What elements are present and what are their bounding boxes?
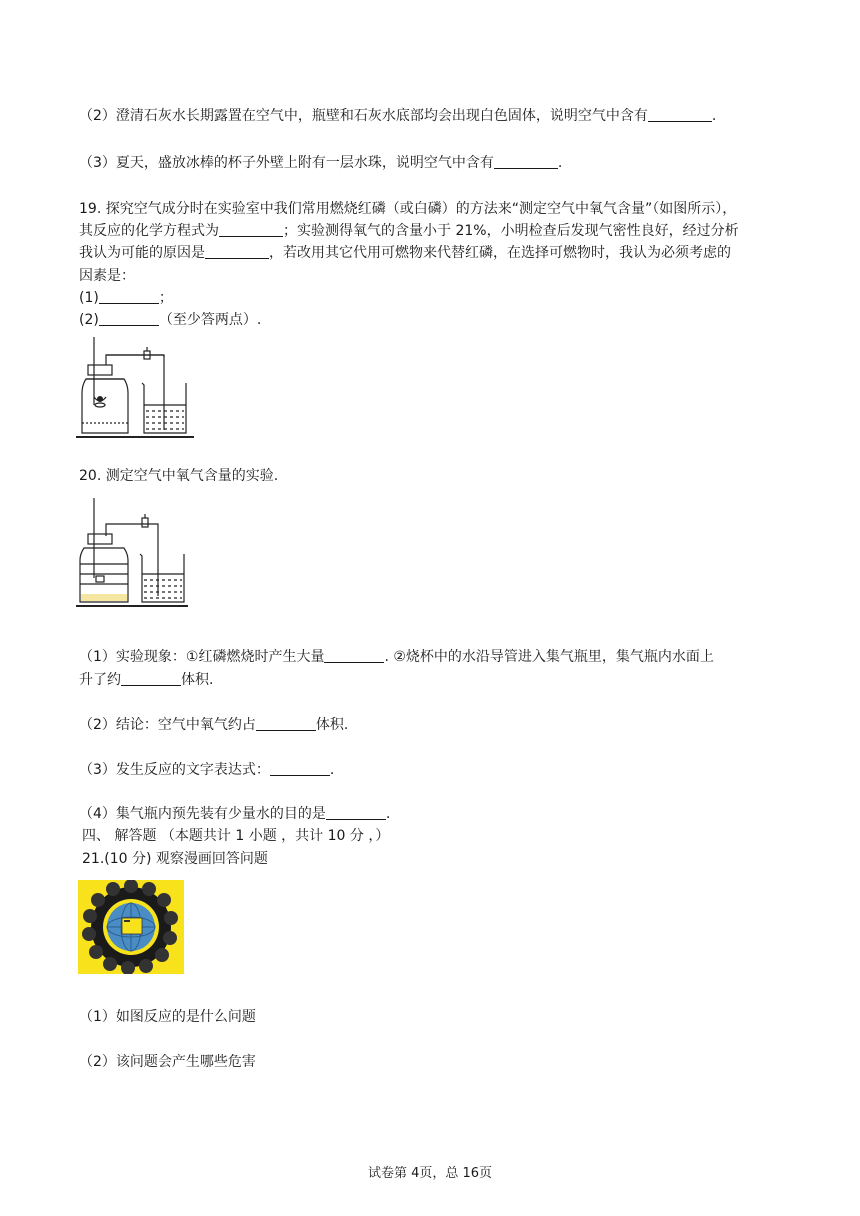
apparatus-figure-2 [76,496,191,608]
answer-blank[interactable] [121,671,181,686]
q18-part3: （3）夏天，盛放冰棒的杯子外壁上附有一层水珠，说明空气中含有 . [79,155,563,171]
q19-line1: 19. 探究空气成分时在实验室中我们常用燃烧红磷（或白磷）的方法来“测定空气中氧气含量”（如图所示）， [79,201,737,217]
answer-blank[interactable] [648,107,712,122]
answer-blank[interactable] [494,154,558,169]
q19-line2: 其反应的化学方程式为 ；实验测得氧气的含量小于 21%，小明检查后发现气密性良好，经过分析 [79,223,739,239]
answer-blank[interactable] [99,289,159,304]
answer-blank[interactable] [326,805,386,820]
q21-title: 21.(10 分) 观察漫画回答问题 [82,851,268,867]
apparatus-figure-1 [76,335,196,440]
section-heading: 四、 解答题 （本题共计 1 小题 ，共计 10 分 ，） [82,828,390,844]
answer-blank[interactable] [324,648,384,663]
answer-blank[interactable] [205,244,269,259]
q20-title: 20. 测定空气中氧气含量的实验. [79,468,279,484]
q20-part4: （4）集气瓶内预先装有少量水的目的是 . [79,806,391,822]
answer-blank[interactable] [99,311,159,326]
q20-part1-cont: 升了约 体积. [79,672,214,688]
q19-item2: (2) （至少答两点）. [79,312,262,328]
q19-line3: 我认为可能的原因是 ，若改用其它代用可燃物来代替红磷，在选择可燃物时，我认为必须考虑的 [79,245,731,261]
pollution-cartoon [78,880,184,974]
q21-part2: （2）该问题会产生哪些危害 [79,1054,256,1070]
answer-blank[interactable] [219,222,283,237]
q19-item1: (1) ； [79,290,173,306]
q20-part3: （3）发生反应的文字表达式： . [79,762,335,778]
q18-part2: （2）澄清石灰水长期露置在空气中，瓶壁和石灰水底部均会出现白色固体，说明空气中含有 . [79,108,717,124]
answer-blank[interactable] [270,761,330,776]
page-footer: 试卷第 4页，总 16页 [367,1166,493,1181]
answer-blank[interactable] [256,716,316,731]
q20-part1: （1）实验现象：①红磷燃烧时产生大量 . ②烧杯中的水沿导管进入集气瓶里，集气瓶内水面上 [79,649,714,665]
q20-part2: （2）结论：空气中氧气约占 体积. [79,717,349,733]
q19-line4: 因素是： [79,268,135,284]
q21-part1: （1）如图反应的是什么问题 [79,1009,256,1025]
